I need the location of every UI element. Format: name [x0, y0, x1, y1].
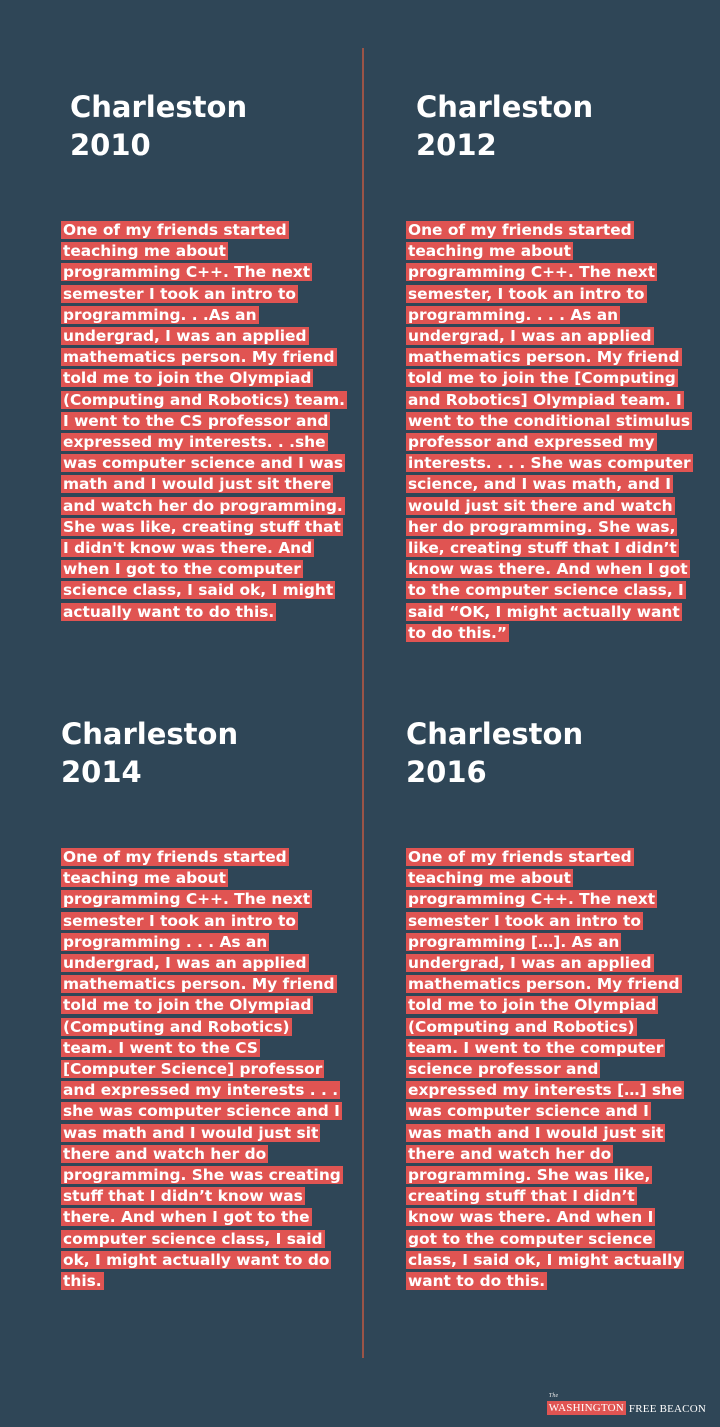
panel-year: 2012: [416, 128, 497, 162]
panel-heading: [416, 88, 706, 164]
highlighted-quote: One of my friends started teaching me about programming C++. The next semester I took an intro to programming […]. As an undergrad, I was an applied mathematics person. My friend told me to join the Olympiad (Computing and Robotics) team. I went to the computer science professor and expressed my interests […] she was computer science and I was math and I would just sit there and watch her do programming. She was like, creating stuff that I didn’t know was there. And when I got to the computer science class, I said ok, I might actually want to do this.: [408, 848, 683, 1291]
panel-city: Charleston: [406, 717, 584, 751]
logo-the: The: [548, 1393, 559, 1399]
panel-charleston-2010: [63, 88, 360, 621]
panel-city: Charleston: [61, 717, 239, 751]
panel-heading: [406, 715, 696, 791]
logo-washington: WASHINGTON: [548, 1402, 624, 1414]
quote-text: [61, 220, 346, 623]
panel-heading: [70, 88, 360, 164]
panel-city: Charleston: [70, 90, 248, 124]
panel-year: 2010: [70, 128, 151, 162]
washington-free-beacon-logo: [547, 1393, 706, 1415]
quote-text: [61, 847, 341, 1292]
panel-year: 2016: [406, 755, 487, 789]
panel-charleston-2016: [406, 715, 696, 1291]
quote-text: [406, 220, 691, 644]
highlighted-quote: One of my friends started teaching me about programming C++. The next semester I took an intro to programming . . . As an undergrad, I was an applied mathematics person. My friend told me to join the Olympiad (Computing and Robotics) team. I went to the CS [Computer Science] professor and expressed my interests . . . she was computer science and I was math and I would just sit there and watch her do programming. She was creating stuff that I didn’t know was there. And when I got to the computer science class, I said ok, I might actually want to do this.: [63, 848, 341, 1291]
column-divider: [362, 48, 364, 1358]
highlighted-quote: One of my friends started teaching me about programming C++. The next semester, I took an intro to programming. . . . As an undergrad, I was an applied mathematics person. My friend told me to join the [Computing and Robotics] Olympiad team. I went to the conditional stimulus professor and expressed my interests. . . . She was computer science, and I was math, and I would just sit there and watch her do programming. She was, like, creating stuff that I didn’t know was there. And when I got to the computer science class, I said “OK, I might actually want to do this.”: [408, 221, 691, 642]
highlighted-quote: One of my friends started teaching me about programming C++. The next semester I took an intro to programming. . .As an undergrad, I was an applied mathematics person. My friend told me to join the Olympiad (Computing and Robotics) team. I went to the CS professor and expressed my interests. . .she was computer science and I was math and I would just sit there and watch her do programming. She was like, creating stuff that I didn't know was there. And when I got to the computer science class, I said ok, I might actually want to do this.: [63, 221, 345, 621]
panel-city: Charleston: [416, 90, 594, 124]
panel-charleston-2012: [408, 88, 706, 642]
logo-free-beacon: FREE BEACON: [628, 1403, 706, 1415]
panel-charleston-2014: [61, 715, 351, 1291]
quote-text: [406, 847, 686, 1292]
panel-heading: [61, 715, 351, 791]
panel-year: 2014: [61, 755, 142, 789]
